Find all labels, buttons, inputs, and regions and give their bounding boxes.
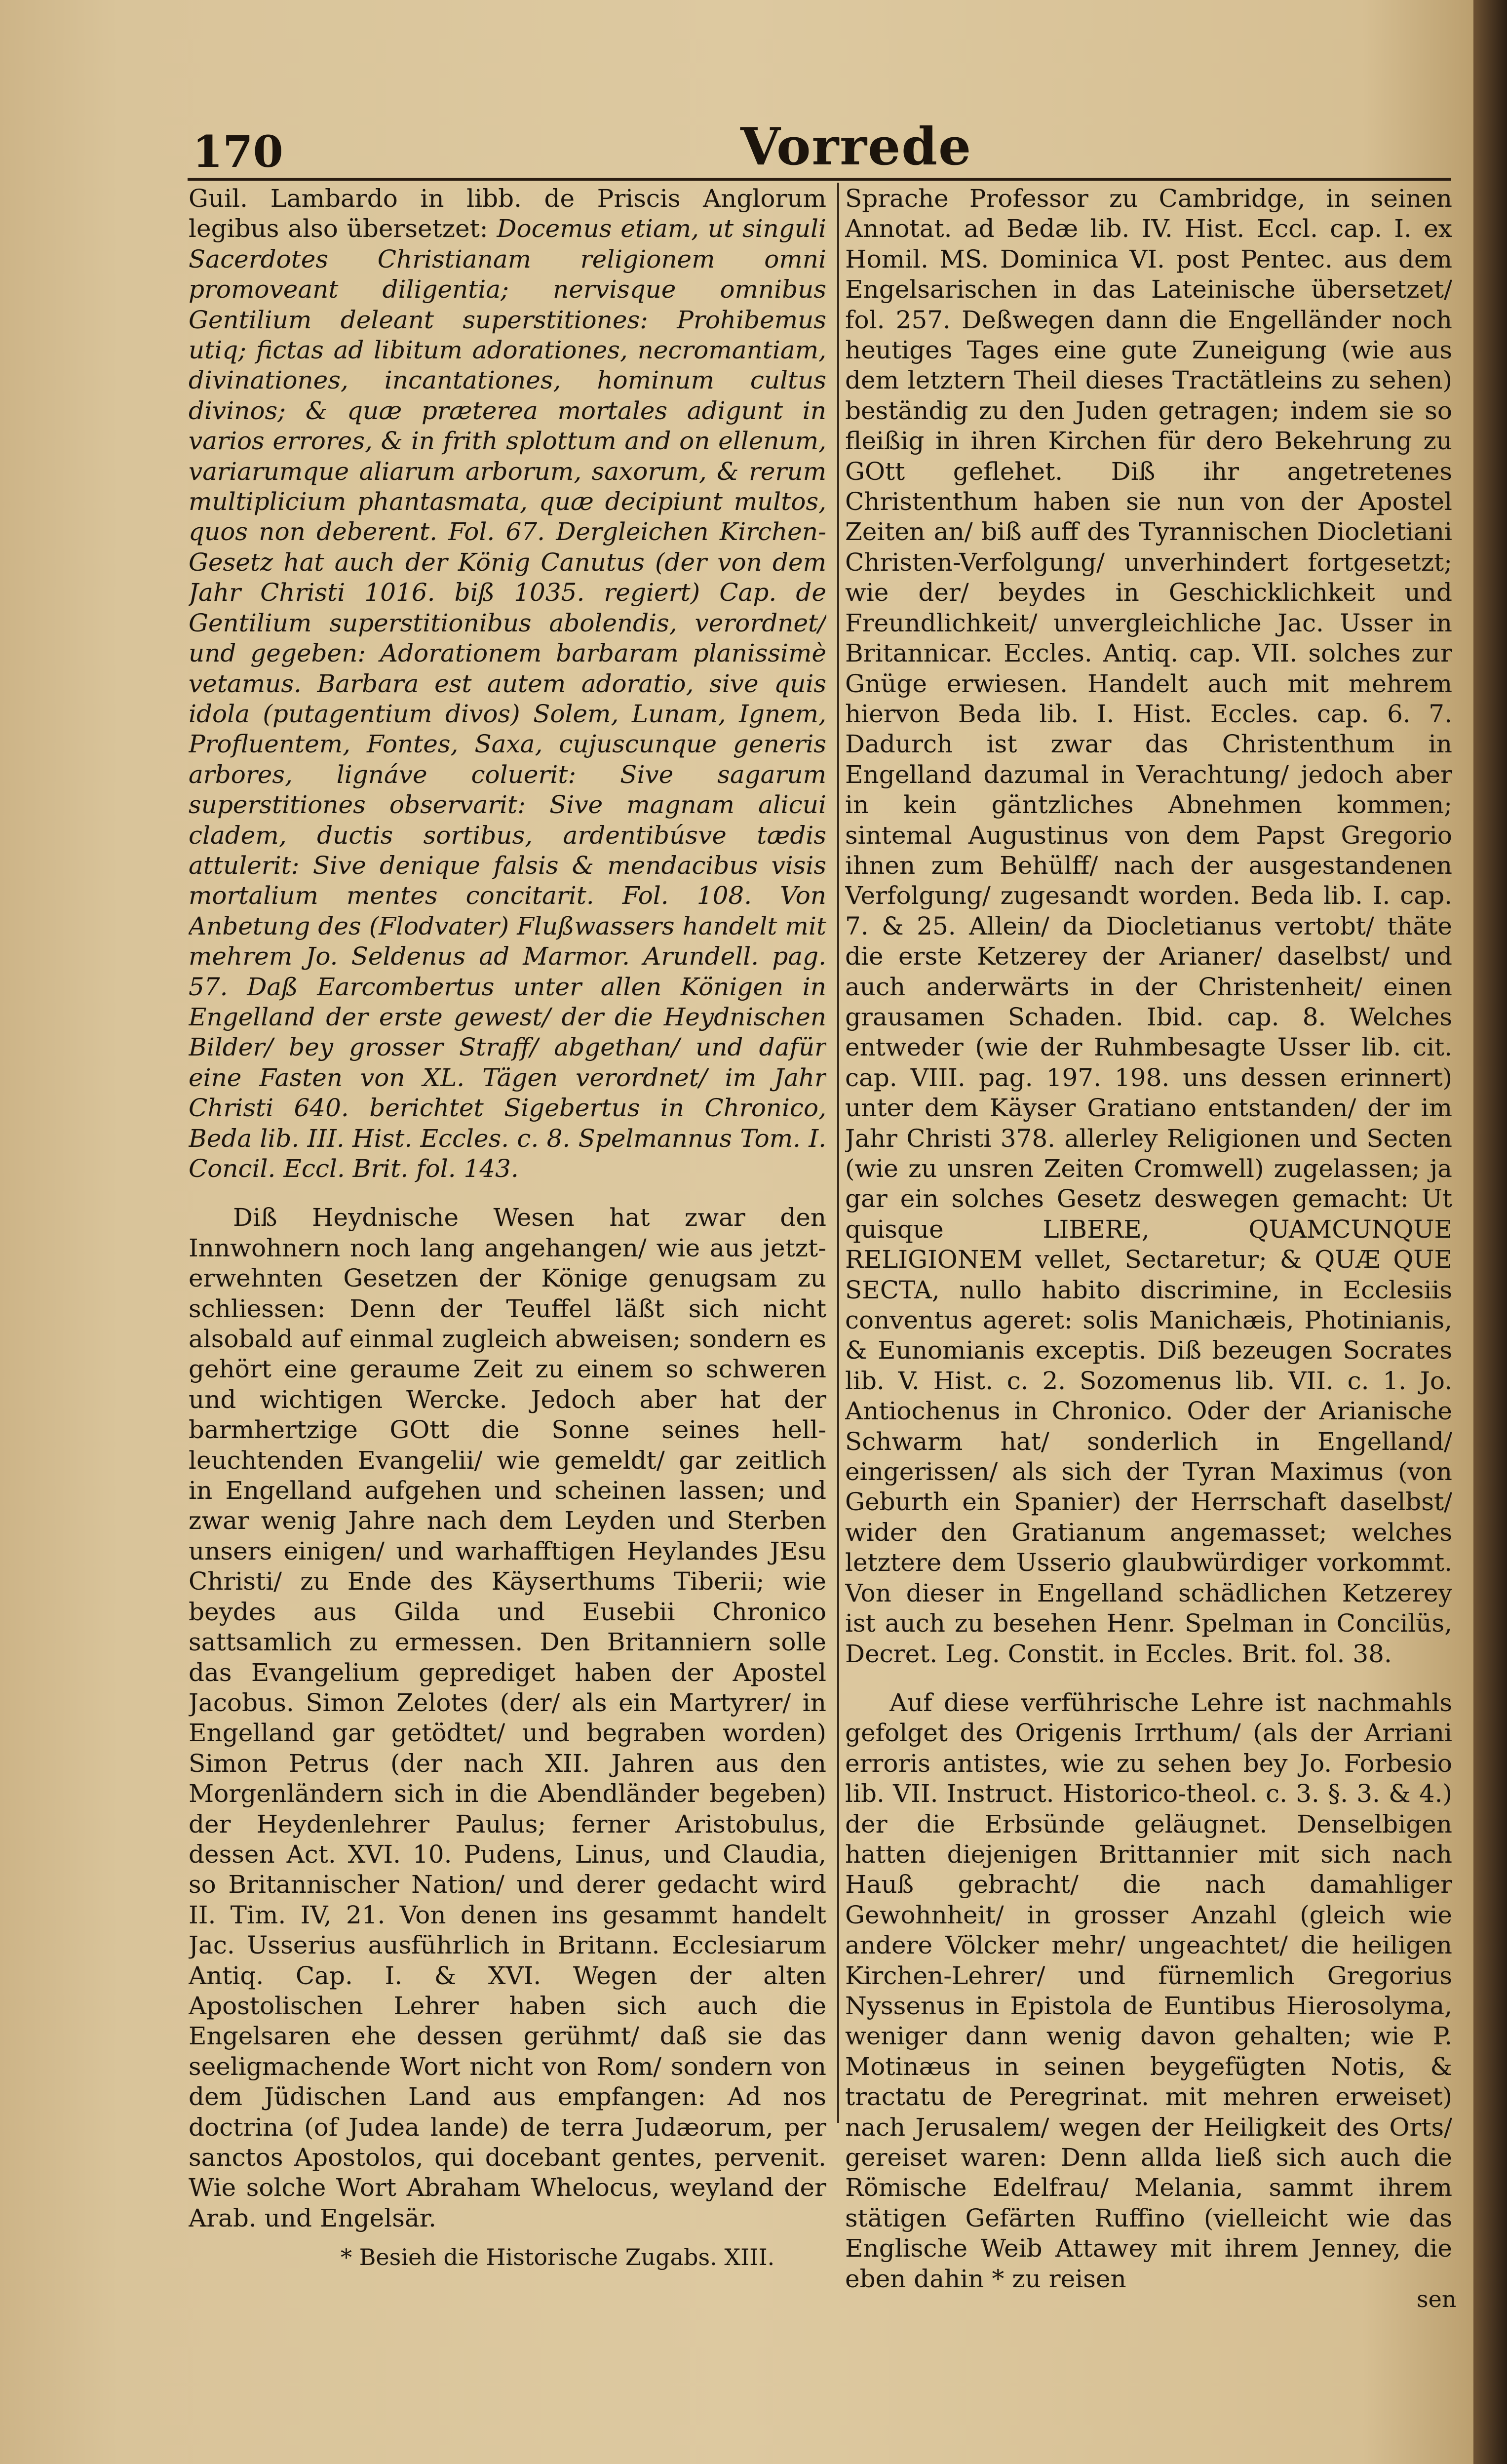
column-divider: [837, 183, 839, 2123]
right-paragraph-2: Auf diese verführische Lehre ist nachmahls gefolget des Origenis Irrthum/ (als der Arriani erroris antistes, wie zu sehen bey Jo. Forbesio lib. VII. Instruct. Historico-theol. c. 3. §. 3. & 4.) der die Erbsünde geläugnet. Denselbigen hatten diejenigen Brittannier mit sich nach Hauß gebracht/ die nach damahliger Gewohnheit/ in grosser Anzahl (gleich wie andere Völcker mehr/ ungeachtet/ die heiligen Kirchen-Lehrer/ und fürnemlich Gregorius Nyssenus in Epistola de Euntibus Hierosolyma, weniger dann wenig davon gehalten; wie P. Motinæus in seinen beygefügten Notis, & tractatu de Peregrinat. mit mehren erweiset) nach Jerusalem/ wegen der Heiligkeit des Orts/ gereiset waren: Denn allda ließ sich auch die Römische Edelfrau/ Melania, sammt ihrem stätigen Gefärten Ruffino (vielleicht wie das Englische Weib Attawey mit ihrem Jenney, die eben dahin * zu reisen: [845, 1688, 1452, 2293]
left-paragraph-2: Diß Heydnische Wesen hat zwar den Innwohnern noch lang angehangen/ wie aus jetzt-erwehnten Gesetzen der Könige genugsam zu schliessen: Denn der Teuffel läßt sich nicht alsobald auf einmal zugleich abweisen; sondern es gehört eine geraume Zeit zu einem so schweren und wichtigen Wercke. Jedoch aber hat der barmhertzige GOtt die Sonne seines hell-leuchtenden Evangelii/ wie gemeldt/ gar zeitlich in Engelland aufgehen und scheinen lassen; und zwar wenig Jahre nach dem Leyden und Sterben unsers einigen/ und warhafftigen Heylandes JEsu Christi/ zu Ende des Käyserthums Tiberii; wie beydes aus Gilda und Eusebii Chronico sattsamlich zu ermessen. Den Britanniern solle das Evangelium geprediget haben der Apostel Jacobus. Simon Zelotes (der/ als ein Martyrer/ in Engelland gar getödtet/ und begraben worden) Simon Petrus (der nach XII. Jahren aus den Morgenländern sich in die Abendländer begeben) der Heydenlehrer Paulus; ferner Aristobulus, dessen Act. XVI. 10. Pudens, Linus, und Claudia, so Britannischer Nation/ und derer gedacht wird II. Tim. IV, 21. Von denen ins gesammt handelt Jac. Usserius ausführlich in Britann. Ecclesiarum Antiq. Cap. I. & XVI. Wegen der alten Apostolischen Lehrer haben sich auch die Engelsaren ehe dessen gerühmt/ daß sie das seeligmachende Wort nicht von Rom/ sondern von dem Jüdischen Land aus empfangen: Ad nos doctrina (of Judea lande) de terra Judæorum, per sanctos Apostolos, qui docebant gentes, pervenit. Wie solche Wort Abraham Whelocus, weyland der Arab. und Engelsär.: [189, 1203, 826, 2232]
footnote: * Besieh die Historische Zugabs. XIII.: [341, 2244, 775, 2270]
right-paragraph-1: Sprache Professor zu Cambridge, in seinen Annotat. ad Bedæ lib. IV. Hist. Eccl. cap. I. ex Homil. MS. Dominica VI. post Pentec. aus dem Engelsarischen in das Lateinische übersetzet/ fol. 257. Deßwegen dann die Engelländer noch heutiges Tages eine gute Zuneigung (wie aus dem letztern Theil dieses Tractätleins zu sehen) beständig zu den Juden getragen; indem sie so fleißig in ihren Kirchen für dero Bekehrung zu GOtt geflehet. Diß ihr angetretenes Christenthum haben sie nun von der Apostel Zeiten an/ biß auff des Tyrannischen Diocletiani Christen-Verfolgung/ unverhindert fortgesetzt; wie der/ beydes in Geschicklichkeit und Freundlichkeit/ unvergleichliche Jac. Usser in Britannicar. Eccles. Antiq. cap. VII. solches zur Gnüge erwiesen. Handelt auch mit mehrem hiervon Beda lib. I. Hist. Eccles. cap. 6. 7. Dadurch ist zwar das Christenthum in Engelland dazumal in Verachtung/ jedoch aber in kein gäntzliches Abnehmen kommen; sintemal Augustinus von dem Papst Gregorio ihnen zum Behülff/ nach der ausgestandenen Verfolgung/ zugesandt worden. Beda lib. I. cap. 7. & 25. Allein/ da Diocletianus vertobt/ thäte die erste Ketzerey der Arianer/ daselbst/ und auch anderwärts in der Christenheit/ einen grausamen Schaden. Ibid. cap. 8. Welches entweder (wie der Ruhmbesagte Usser lib. cit. cap. VIII. pag. 197. 198. uns dessen erinnert) unter dem Käyser Gratiano entstanden/ der im Jahr Christi 378. allerley Religionen und Secten (wie zu unsren Zeiten Cromwell) zugelassen; ja gar ein solches Gesetz deswegen gemacht: Ut quisque LIBERE, QUAMCUNQUE RELIGIONEM vellet, Sectaretur; & QUÆ QUE SECTA, nullo habito discrimine, in Ecclesiis conventus ageret: solis Manichæis, Photinianis, & Eunomianis exceptis. Diß bezeugen Socrates lib. V. Hist. c. 2. Sozomenus lib. VII. c. 1. Jo. Antiochenus in Chronico. Oder der Arianische Schwarm hat/ sonderlich in Engelland/ eingerissen/ als sich der Tyran Maximus (von Geburth ein Spanier) der Herrschaft daselbst/ wider den Gratianum angemasset; welches letztere dem Usserio glaubwürdiger vorkommt. Von dieser in Engelland schädlichen Ketzerey ist auch zu besehen Henr. Spelman in Concilüs, Decret. Leg. Constit. in Eccles. Brit. fol. 38.: [845, 184, 1452, 1668]
book-spine-edge: [1473, 0, 1507, 2464]
left-p1-lead: Guil. Lambardo in libb. de Priscis Anglorum legibus also übersetzet:: [189, 184, 826, 243]
page-number: 170: [193, 126, 283, 177]
left-paragraph-1: [189, 184, 826, 1184]
header-rule: [188, 178, 1451, 181]
catchword: sen: [1417, 2286, 1457, 2312]
running-head: Vorrede: [740, 116, 972, 177]
left-p1-latin: Docemus etiam, ut singuli Sacerdotes Christianam religionem omni promoveant diligentia; nervisque omnibus Gentilium deleant superstitiones: Prohibemus utiq; fictas ad libitum adorationes, necromantiam, divinationes, incantationes, hominum cultus divinos; & quæ præterea mortales adigunt in varios errores, & in frith splottum and on ellenum, variarumque aliarum arborum, saxorum, & rerum multiplicium phantasmata, quæ decipiunt multos, quos non deberent. Fol. 67. Dergleichen Kirchen-Gesetz hat auch der König Canutus (der von dem Jahr Christi 1016. biß 1035. regiert) Cap. de Gentilium superstitionibus abolendis, verordnet/ und gegeben: Adorationem barbaram planissimè vetamus. Barbara est autem adoratio, sive quis idola (putagentium divos) Solem, Lunam, Ignem, Profluentem, Fontes, Saxa, cujuscunque generis arbores, lignáve coluerit: Sive sagarum superstitiones observarit: Sive magnam alicui cladem, ductis sortibus, ardentibúsve tædis attulerit: Sive denique falsis & mendacibus visis mortalium mentes concitarit. Fol. 108. Von Anbetung des (Flodvater) Flußwassers handelt mit mehrem Jo. Seldenus ad Marmor. Arundell. pag. 57. Daß Earcombertus unter allen Königen in Engelland der erste gewest/ der die Heydnischen Bilder/ bey grosser Straff/ abgethan/ und dafür eine Fasten von XL. Tägen verordnet/ im Jahr Christi 640. berichtet Sigebertus in Chronico, Beda lib. III. Hist. Eccles. c. 8. Spelmannus Tom. I. Concil. Eccl. Brit. fol. 143.: [189, 214, 826, 1183]
left-column: [189, 184, 826, 2233]
right-column: [845, 184, 1452, 2294]
